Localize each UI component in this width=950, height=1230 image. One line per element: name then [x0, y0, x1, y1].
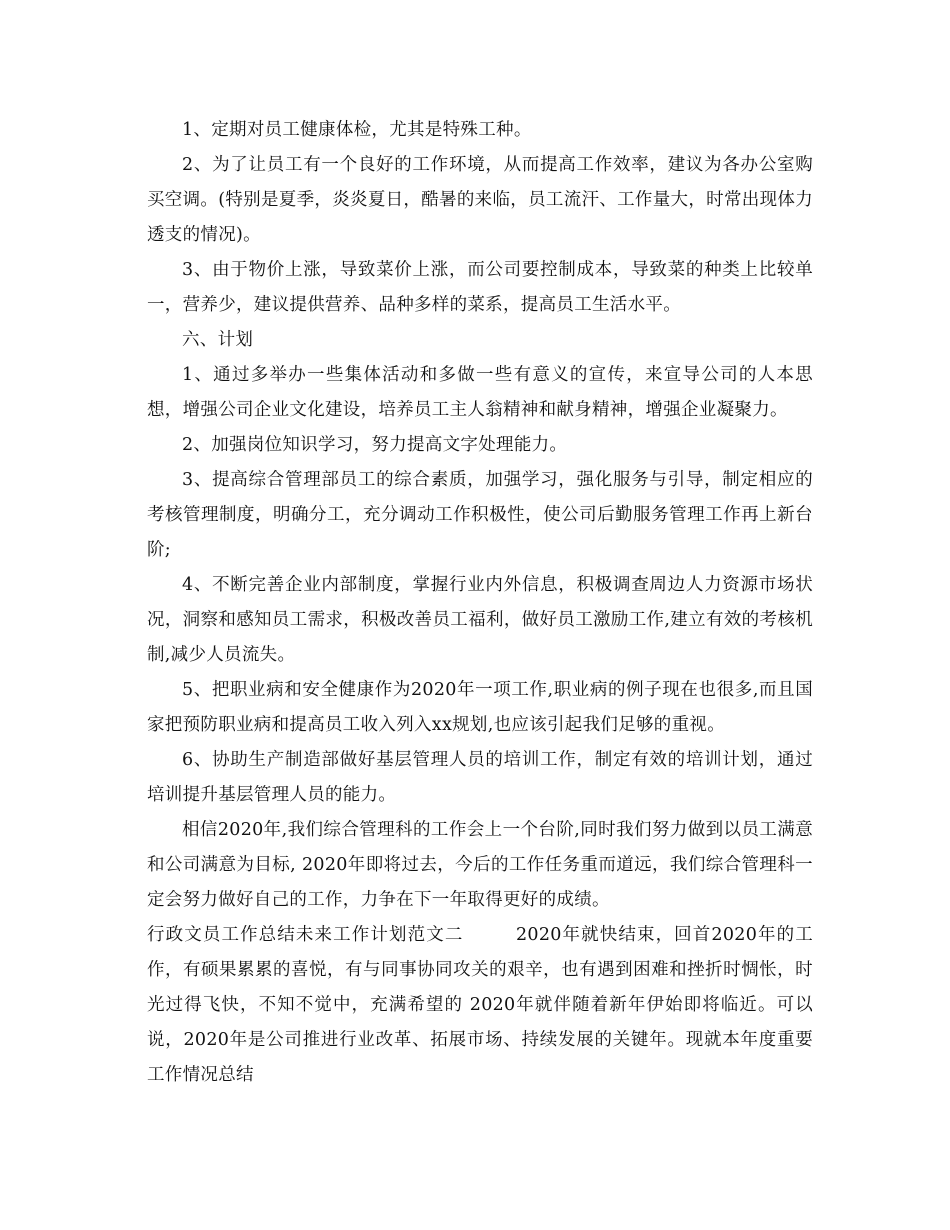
paragraph-plan-1: 1、通过多举办一些集体活动和多做一些有意义的宣传，来宣导公司的人本思想，增强公司企业文化建设，培养员工主人翁精神和献身精神，增强企业凝聚力。: [147, 365, 813, 420]
paragraph-food-prices: 3、由于物价上涨，导致菜价上涨，而公司要控制成本，导致菜的种类上比较单一，营养少，建议提供营养、品种多样的菜系，提高员工生活水平。: [147, 260, 813, 315]
paragraph-plan-6: 6、协助生产制造部做好基层管理人员的培训工作，制定有效的培训计划，通过培训提升基层管理人员的能力。: [147, 750, 813, 805]
paragraph-conclusion: 相信2020年,我们综合管理科的工作会上一个台阶,同时我们努力做到以员工满意和公司满意为目标, 2020年即将过去，今后的工作任务重而道远，我们综合管理科一定会努力做好自己的工作，力争在下一年取得更好的成绩。: [147, 820, 813, 910]
sample-two-heading: 行政文员工作总结未来工作计划范文二: [147, 925, 464, 945]
paragraph-plan-5: 5、把职业病和安全健康作为2020年一项工作,职业病的例子现在也很多,而且国家把预防职业病和提高员工收入列入xx规划,也应该引起我们足够的重视。: [147, 680, 813, 735]
document-page: [147, 113, 813, 1093]
paragraph-plan-2: 2、加强岗位知识学习，努力提高文字处理能力。: [182, 435, 568, 455]
paragraph-plan-4: 4、不断完善企业内部制度，掌握行业内外信息，积极调查周边人力资源市场状况，洞察和感知员工需求，积极改善员工福利，做好员工激励工作,建立有效的考核机制,减少人员流失。: [147, 575, 813, 665]
paragraph-air-conditioning: 2、为了让员工有一个良好的工作环境，从而提高工作效率，建议为各办公室购买空调。(特别是夏季，炎炎夏日，酷暑的来临，员工流汗、工作量大，时常出现体力透支的情况)。: [147, 155, 813, 245]
sample-two-body: 2020年就快结束，回首2020年的工作，有硕果累累的喜悦，有与同事协同攻关的艰辛，也有遇到困难和挫折时惆怅，时光过得飞快，不知不觉中，充满希望的 2020年就伴随着新年伊始即将临近。可以说，2020年是公司推进行业改革、拓展市场、持续发展的关键年。现就本年度重要工作情况总结: [147, 925, 813, 1085]
paragraph-health-check: 1、定期对员工健康体检，尤其是特殊工种。: [182, 120, 532, 140]
paragraph-plan-3: 3、提高综合管理部员工的综合素质，加强学习，强化服务与引导，制定相应的考核管理制度，明确分工，充分调动工作积极性，使公司后勤服务管理工作再上新台阶;: [147, 470, 813, 560]
paragraph-sample-two: [147, 918, 813, 1093]
section-heading-plan: 六、计划: [182, 330, 254, 350]
